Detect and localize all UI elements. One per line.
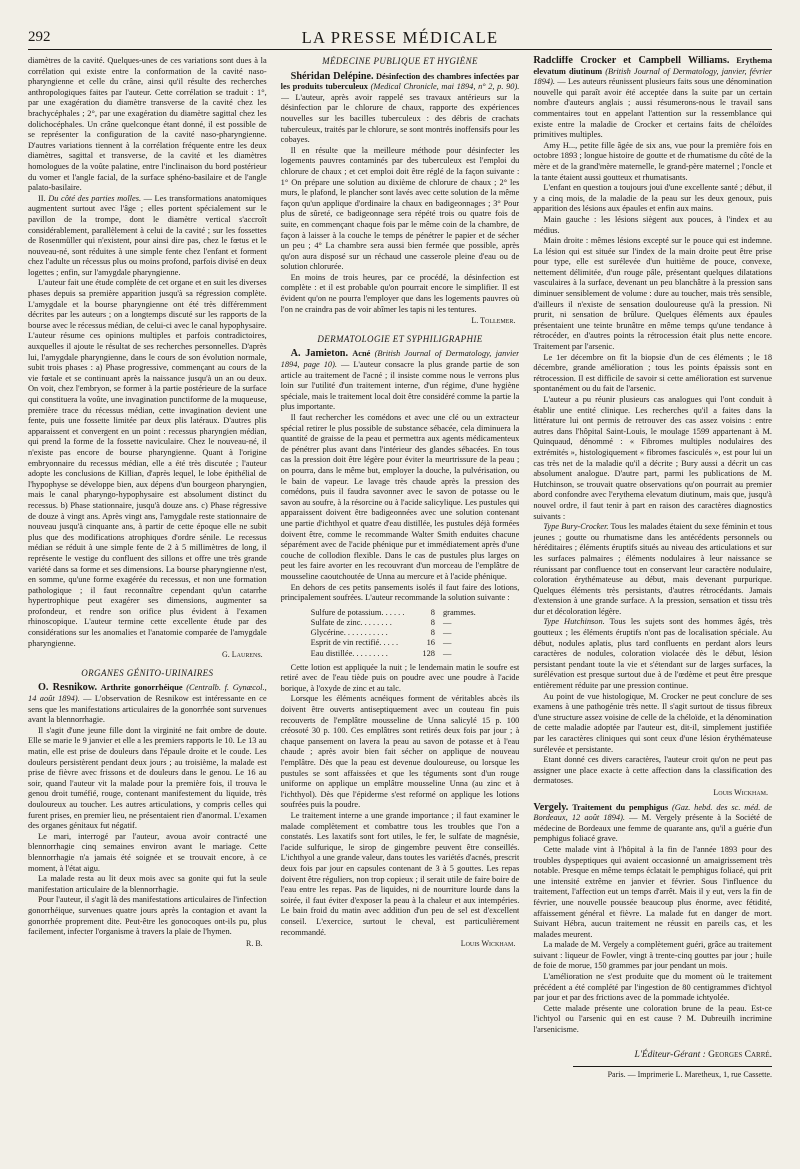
paragraph: Il s'agit d'une jeune fille dont la virginité ne fait ombre de doute. Elle se marie le 9 janvier et elle a les premiers rapports le 10. Le 13 au matin, elle est prise de douleurs dans l'épaule droite et le coude. Les douleurs persistèrent pendant deux jours ; au troisième, la malade est prise de fièvre avec frissons et de douleurs dans le genou. Le 16 au soir, quand l'auteur vit la malade pour la première fois, il trouva le genou droit tuméfié, rouge, contenant manifestement du liquide, très douloureux au toucher. Les autres articulations, y compris celles qui furent prises, en premier lieu, ne présentaient rien d'anormal. L'examen des organes génitaux fut négatif. <box>28 725 267 831</box>
paragraph: L'enfant en question a toujours joui d'une excellente santé ; début, il y a cinq mois, de la maladie de la peau sur les deux genoux, puis apparition des lésions aux épaules et enfin aux mains. <box>533 183 773 214</box>
section-heading: ORGANES GÉNITO-URINAIRES <box>81 667 214 678</box>
paragraph: La malade resta au lit deux mois avec sa gonite qui fut la seule manifestation articulaire de la blennorrhagie. <box>28 874 267 894</box>
paragraph: Pour l'auteur, il s'agit là des manifestations articulaires de l'infection gonorrhéique, survenues quatre jours après la contagion et avant la gonorrhée proprement dite. Peut-être les gonocoques ont-ils pu, plus facilement, infecter l'organisme à travers la plaie de l'hymen. <box>28 895 267 937</box>
paragraph: Le traitement interne a une grande importance ; il faut examiner le malade complètement et combattre tous les troubles que l'on a constatés. Les laxatifs sont fort utiles, le fer, le sulfate de magnésie, l'acide sulfurique, le sirop de gingembre peuvent être conseillés. L'ichthyol a une grande valeur, dans toutes les variétés d'acnés, prescrit deux fois par jour en capsules contenant de 3 à 5 gouttes. Les repas doivent être réguliers, non trop copieux ; il serait utile de faire boire de l'eau entre les repas. Pas de liquides, ni de nourriture lourde dans la soirée, il faut éviter d'exposer la peau à la chaleur et aux intempéries. Le bain froid du matin avec addition d'un peu de sel est d'excellent conseil. L'exercice, surtout le cheval, est particulièrement recommandé. <box>280 811 520 937</box>
article-lead: Vergely. Traitement du pemphigus (Gaz. hebd. des sc. méd. de Bordeaux, 12 août 1894). — M. Vergely présente à la Société de médecine de Bordeaux une femme de quarante ans, qu'il a guérie d'un pemphigus foliacé grave. <box>533 801 773 844</box>
journal-title: LA PRESSE MÉDICALE <box>301 28 499 47</box>
paragraph: Il faut rechercher les comédons et avec une clé ou un extracteur spécial retirer le plus possible de substance sébacée, cela diminuera la quantité de graisse de la peau et permettra aux agents médicamenteux de pénétrer plus avant dans l'intérieur des glandes sébacées. En tous cas la pression doit être légère pour éviter la meurtrissure de la peau ; on pourra, dans le même but, employer la douche, la pulvérisation, ou le bain de vapeur. Le lavage très chaude après la pression des comédons, puis il faudra savonner avec le savon de potasse ou le savon au soufre, à la résorcine ou à l'acide salicylique. Les pustules qui apparaissent doivent être badigeonnées avec une solution contenant une partie d'ichthyol et quatre d'eau distillée, les pustules déjà formées doivent être, comme le recommande Walter Smith enduites chacune séparément avec de l'acide phénique pur et immédiatement après d'une couche de collodion flexible. Dans le cas de pustules plus larges on peut les faire avorter en les recouvrant d'un morceau de l'emplâtre de mousseline caoutchoutée de Unna au mercure et à l'acide phénique. <box>280 413 520 581</box>
column-2 <box>281 56 520 1111</box>
article-lead: Shéridan Delépine. Désinfection des chambres infectées par les produits tuberculeux (Medical Chronicle, mai 1894, n° 2, p. 90). — L'auteur, après avoir rappelé ses travaux antérieurs sur la désinfection par le chlorure de chaux, rapporte des expériences nouvelles sur les bacilles tuberculeux : des débris de crachats tuberculeux, traités par le chlorure, se sont montrés inoffensifs pour les cobayes. <box>280 70 520 145</box>
printer-imprint: Paris. — Imprimerie L. Maretheux, 1, rue Cassette. <box>607 1070 773 1080</box>
paragraph: II. Du côté des parties molles. — Les transformations anatomiques augmentent surtout avec l'âge ; elles portent spécialement sur le pavillon de la trompe, dont le diamètre vertical s'accroît considérablement, parallèlement à celui de la cavité ; sur les fossettes de Rosenmüller qui n'existent, pour ainsi dire pas, chez le fœtus et le nouveau-né, sont réduites à une simple fente chez l'enfant et forment chez l'adulte un récessus plus ou moins profond, parfois divisé en deux logettes ; enfin, sur l'amygdale pharyngienne. <box>28 193 267 277</box>
column-3 <box>533 56 772 1111</box>
author-signature: G. Laurens. <box>222 650 263 660</box>
paragraph: Lorsque les éléments acnéiques forment de véritables abcès ils doivent être ouverts antiseptiquement avec un couteau fin puis recouverts de l'emplâtre mousseline de Unna salicylé 15 p. 100 créosoté 30 p. 100. Ces emplâtres sont retirés deux fois par jour ; à chaque pansement on lavera la peau au savon de potasse et à l'eau chaude ; après avoir bien fait sécher on applique de nouveau l'emplâtre. Dès que la peau est devenue douloureuse, ou lorsque les pustules se sont affaissées et que les téguments sont d'un rouge uniforme on applique un emplâtre mousseline Unna (au zinc et à l'ichthyol). Dès que l'épiderme s'est reformé on applique les lotions soufrées puis la poudre. <box>280 694 520 810</box>
paragraph: La malade de M. Vergely a complètement guéri, grâce au traitement suivant : liqueur de Fowler, vingt à trente-cinq gouttes par jour ; huile de foie de morue, 150 grammes par jour pendant un mois. <box>533 940 773 971</box>
paragraph: diamètres de la cavité. Quelques-unes de ces variations sont dues à la corrélation qui existe entre la conformation de la cavité naso-pharyngienne et celle du crâne, ainsi qu'il résulte des recherches anthropologiques faites par l'auteur. Cette corrélation se traduit : 1°, par une exagération du diamètre transverse de la cavité chez les brachycéphales ; 2°, par une exagération du diamètre sagittal chez les dolichocéphales. Un crâne quelconque étant donné, il est possible de se représenter la configuration de la cavité naso-pharyngienne. D'autres variations tiennent à la corrélation fréquente entre les deux diamètres, sagittal et transverse, de la cavité et les diamètres homologues de la voûte palatine, entre l'inclinaison du bord postérieur du vomer et l'angle facial, de la surface sphéno-basilaire et de l'angle palato-basilaire. <box>28 56 267 193</box>
paragraph: Le 1er décembre on fit la biopsie d'un de ces éléments ; le 18 décembre, grande amélioration ; tous les points épaissis sont en rétrocession. Il est difficile de savoir si cette amélioration est survenue spontanément ou du fait de l'arsenic. <box>533 352 773 394</box>
author-signature: Louis Wickham. <box>460 939 516 949</box>
paragraph: Le mari, interrogé par l'auteur, avoua avoir contracté une blennorrhagie cinq semaines environ avant le mariage. Cette blennorrhagie n'a jamais été soignée et se trouvait encore, à ce moment, à l'état aigu. <box>28 831 267 873</box>
paragraph: Main droite : mêmes lésions excepté sur le pouce qui est indemne. La lésion qui est située sur l'index de la main droite peut être prise pour type, elle est surélevée d'un huitième de pouce, convexe, nettement délimitée, d'un rouge pâle, présentant quelques dilatations vasculaires à la surface, devenant un peu blanchâtre à la pression sans diminuer sensiblement de volume : dure au toucher, mais très sensible, d'ailleurs il n'existe de sensation douloureuse qu'à la pression. Ni prurit, ni sensation de brûlure. Quelques éléments aux épaules présentaient une teinte brunâtre en même temps qu'une tendance à rétrocéder, en d'autres points la rétrocession était plus nette encore. Traitement par l'arsenic. <box>533 236 773 352</box>
publisher-line: L'Éditeur-Gérant : Georges Carré. <box>634 1049 773 1060</box>
paragraph: En moins de trois heures, par ce procédé, la désinfection est complète : et il est probable qu'on pourrait encore le simplifier. Il est évident qu'on ne pourra l'employer que dans les logements pauvres où l'on ne craindra pas de voir abîmer les tapis ni les tentures. <box>280 272 520 314</box>
paragraph: L'amélioration ne s'est produite que du moment où le traitement précédent a été complété par l'ingestion de 80 centigrammes d'ichtyol par jour et par des frictions avec de la pommade ichtyolée. <box>533 972 773 1003</box>
section-heading: MÉDECINE PUBLIQUE ET HYGIÈNE <box>322 56 478 66</box>
paragraph: Cette lotion est appliquée la nuit ; le lendemain matin le soufre est retiré avec de l'eau tiède puis on poudre avec une poudre à l'acide borique, à l'oxyde de zinc et au talc. <box>280 662 520 693</box>
columns <box>28 56 772 1111</box>
table-row: Eau distillée. . . . . . . . . 128 — <box>310 648 452 658</box>
paragraph: Il en résulte que la meilleure méthode pour désinfecter les logements pauvres contaminés par des tuberculeux est l'emploi du chlorure de chaux ; et cet emploi doit être réglé de la façon suivante : 1° On prépare une solution au dixième de chlorure de chaux ; 2° les murs, le plafond, le plancher sont lavés avec cette solution de la même façon qu'un applique d'ordinaire la chaux en badigeonnages ; 3° Pour plus de sûreté, ce badigeonnage sera répété trois ou quatre fois de suite, en commençant chaque fois par le même coin de la chambre, de façon à laisser à la couche le temps de pénétrer le papier et de sécher un peu ; 4° La chambre sera aussi bien fermée que possible, après qu'on aura disposé sur un réchaud une casserole pleine d'eau ou de solution chlorurée. <box>280 145 520 272</box>
paragraph: Au point de vue histologique, M. Crocker ne peut conclure de ses examens à une pathogénie très nette. Il s'agit surtout de tissus fibreux d'une structure assez voisine de celle de la chéloïde, et la dénomination de cette maladie adoptée par l'auteur est, dit-il, simplement justifiée par les caractères cliniques qui sont ceux d'une lésion érythémateuse surélevée et persistante. <box>533 691 773 754</box>
paragraph: Amy H..., petite fille âgée de six ans, vue pour la première fois en octobre 1893 ; longue histoire de goutte et de rhumatisme du côté de la mère et de la grand'mère maternelle, le grand-père maternel ; l'oncle et la tante étaient aussi goutteux et rhumatisants. <box>533 140 773 182</box>
paragraph: Etant donné ces divers caractères, l'auteur croit qu'on ne peut pas assigner une place exacte à cette affection dans la classification des dermatoses. <box>533 755 773 786</box>
article-lead: O. Resnikow. Arthrite gonorrhéique (Centralb. f. Gynæcol., 14 août 1894). — L'observation de Resnikow est intéressante en ce sens que les manifestations articulaires de la gonorrhée sont survenues avant la blennorrhagie. <box>28 682 267 725</box>
column-1 <box>28 56 267 1111</box>
paragraph: En dehors de ces petits pansements isolés il faut faire des lotions, principalement soufrées. L'auteur recommande la solution suivante : <box>280 582 520 603</box>
table-row: Glycérine. . . . . . . . . . . 8 — <box>310 628 452 638</box>
paragraph: L'auteur fait une étude complète de cet organe et en suit les diverses phases depuis sa première apparition jusqu'à sa régression complète. L'amygdale et la bourse pharyngienne ont été très différemment décrites par les auteurs ; on a longtemps discuté sur les rapports de la bourse avec le récessus médian, de celui-ci avec le canal hypophysaire. L'auteur résume ces opinions multiples et parfois contradictoires, auxquelles il ajoute le résultat de ses recherches personnelles. D'après lui, l'amygdale pharyngienne, dans le cours de son évolution normale, subit trois phases : a) Phase progressive, commençant au cours de la vie fœtale et se continuant après la naissance jusqu'à un an ou deux. On voit, chez l'embryon, se former à la partie postérieure de la surface qui constituera la voûte, une invagination punctiforme de la muqueuse, première trace du récessus médian, cette invagination devient une fente, puis une fossette limitée par deux plis latéraux. D'autres plis apparaissent et convergent en un point : recessus pharyngien médian, qui prend la forme de la fossette naviculaire. Chez le nouveau-né, il n'existe pas encore de bourse pharyngienne. Quant à l'origine embryonnaire du recessus médian, elle a été très discutée ; l'auteur adopte les conclusions de Killian, d'après lequel, le lobe épithélial de l'hypophyse se développe bien, aux dépens d'un bourgeon pharyngien, mais le canal pharyngo-hypophysaire est absolument distinct du recessus. b) Phase stationnaire, jusqu'à douze ans. c) Phase régressive de douze à vingt ans. Après vingt ans, l'amygdale reste stationnaire de nouveau jusqu'à cinquante ans, à partir de cette époque elle ne subit plus que des modifications atrophiques d'ordre sénile. Le recessus médian se réduit à une simple fente de 2 à 5 millimètres de long, il représente le vestige du confluent des sillons et offre une très grande variété dans sa forme et ses dimensions. La bourse pharyngienne n'est, en somme, qu'une forme exagérée du recessus, et non une formation pathologique ; il faut reconnaître cependant qu'un catarrhe hypertrophique peut exagérer ses dimensions, augmenter sa profondeur, et rendre son orifice plus évident à l'examen rhinoscopique. L'auteur termine cette excellente étude par des considérations sur les anomalies et l'anatomie comparée de l'amygdale pharyngienne. <box>28 278 267 648</box>
paragraph: Cette malade présente une coloration brune de la peau. Est-ce l'ichtyol ou l'arsenic qui en est cause ? M. Dubreuilh incrimine l'arsenicisme. <box>533 1003 773 1035</box>
paragraph: Type Hutchinson. Tous les sujets sont des hommes âgés, très goutteux ; les éléments éruptifs n'ont pas de localisation spéciale. Au début, nodules aplatis, plus tard confluents en perdant alors leurs caractères de nodules, coloration violacée dès le début, lésion persistant pendant toute la vie et s'étendant sur de larges surfaces, la surélévation est presque surtout due à de l'œdème et peut être presque entièrement réduite par une pression continue. <box>533 617 773 691</box>
table-row: Sulfure de potassium. . . . . . 8 grammes. <box>310 607 476 617</box>
article-lead: Radcliffe Crocker et Campbell Williams. Erythema elevatum diutinum (British Journal of Dermatology, janvier, février 1894). — Les auteurs réunissent plusieurs faits sous une dénomination nouvelle qui paraît avoir été acceptée dans la suite par un certain nombre d'auteurs anglais ; aussi résumerons-nous le travail sans commentaires tout en appelant l'attention sur la ressemblance qui existe entre la maladie de Crocker et certains faits de chéloïdes primitives multiples. <box>533 56 773 140</box>
paragraph: Main gauche : les lésions siègent aux pouces, à l'index et au médius. <box>533 214 773 235</box>
table-row: Esprit de vin rectifié. . . . . 16 — <box>310 638 452 648</box>
paragraph: Cette malade vint à l'hôpital à la fin de l'année 1893 pour des troubles dyspeptiques qui avaient occasionné un amaigrissement très notable. Presque en même temps éclatait le pemphigus foliacé, qui prit une intensité extrême en janvier et février. Sous l'influence du traitement, l'affection eut un temps d'arrêt. Mais il y eut, vers la fin de février, une nouvelle poussée beaucoup plus énorme, avec fétidité, affaissement général et fièvre. La malade fut en danger de mort. Suivant Hébra, aucun traitement ne réussit en pareils cas, et les malades meurent. <box>533 844 773 939</box>
author-signature: R. B. <box>246 938 263 948</box>
prescription-table <box>307 608 480 659</box>
table-row: Sulfate de zinc. . . . . . . . 8 — <box>310 617 452 627</box>
divider <box>573 1066 772 1067</box>
paragraph: L'auteur a pu réunir plusieurs cas analogues qui l'ont conduit à établir une entité clinique. Les recherches qu'il a faites dans la littérature lui ont permis de retrouver des cas assez voisins : entre autres dans l'hôpital Saint-Louis, le moulage 1599 appartenant à M. Quinquaud, dénommé : « Fibromes multiples nodulaires des extrémités », histologiquement « fibromes fasciculés », est pour lui un cas très net de la maladie qu'il a décrite ; Bury aussi a décrit un cas absolument analogue. D'autre part, parmi les publications de M. Hutchinson, se trouvait quatre observations qu'on pourrait au premier abord confondre avec l'erythema elevatum diutinum, mais que, jusqu'à nouvel ordre, il faut tenir à part en raison des caractères diagnostics suivants : <box>533 395 773 521</box>
page-number: 292 <box>28 29 51 45</box>
page-header <box>28 27 772 50</box>
paragraph: Type Bury-Crocker. Tous les malades étaient du sexe féminin et tous jeunes ; goutte ou rhumatisme dans les antécédents personnels ou héréditaires ; éléments éruptifs situés au niveau des articulations et sur les surfaces palmaires ; éléments nodulaires à leur naissance se réunissant par confluence tout en conservant leur caractère nodulaire, coloration érythémateuse au début, mais devenant purpurique. Quelques éléments très persistants, d'autres rétrocédants. Jamais d'extension à une grande surface. A la pression, sensation et tissu très dur et décoloration légère. <box>533 522 773 616</box>
author-signature: L. Tollemer. <box>471 316 516 326</box>
section-heading: DERMATOLOGIE ET SYPHILIGRAPHIE <box>317 333 483 344</box>
article-lead: A. Jamieton. Acné (British Journal of Dermatology, janvier 1894, page 10). — L'auteur consacre la plus grande partie de son article au traitement de l'acné ; il insiste comme nous le verrons plus loin sur l'utilité d'un traitement interne, d'un régime, d'une hygiène spéciale, mais le traitement local doit être considéré comme la partie la plus importante. <box>280 348 520 412</box>
author-signature: Louis Wickham. <box>713 787 769 797</box>
